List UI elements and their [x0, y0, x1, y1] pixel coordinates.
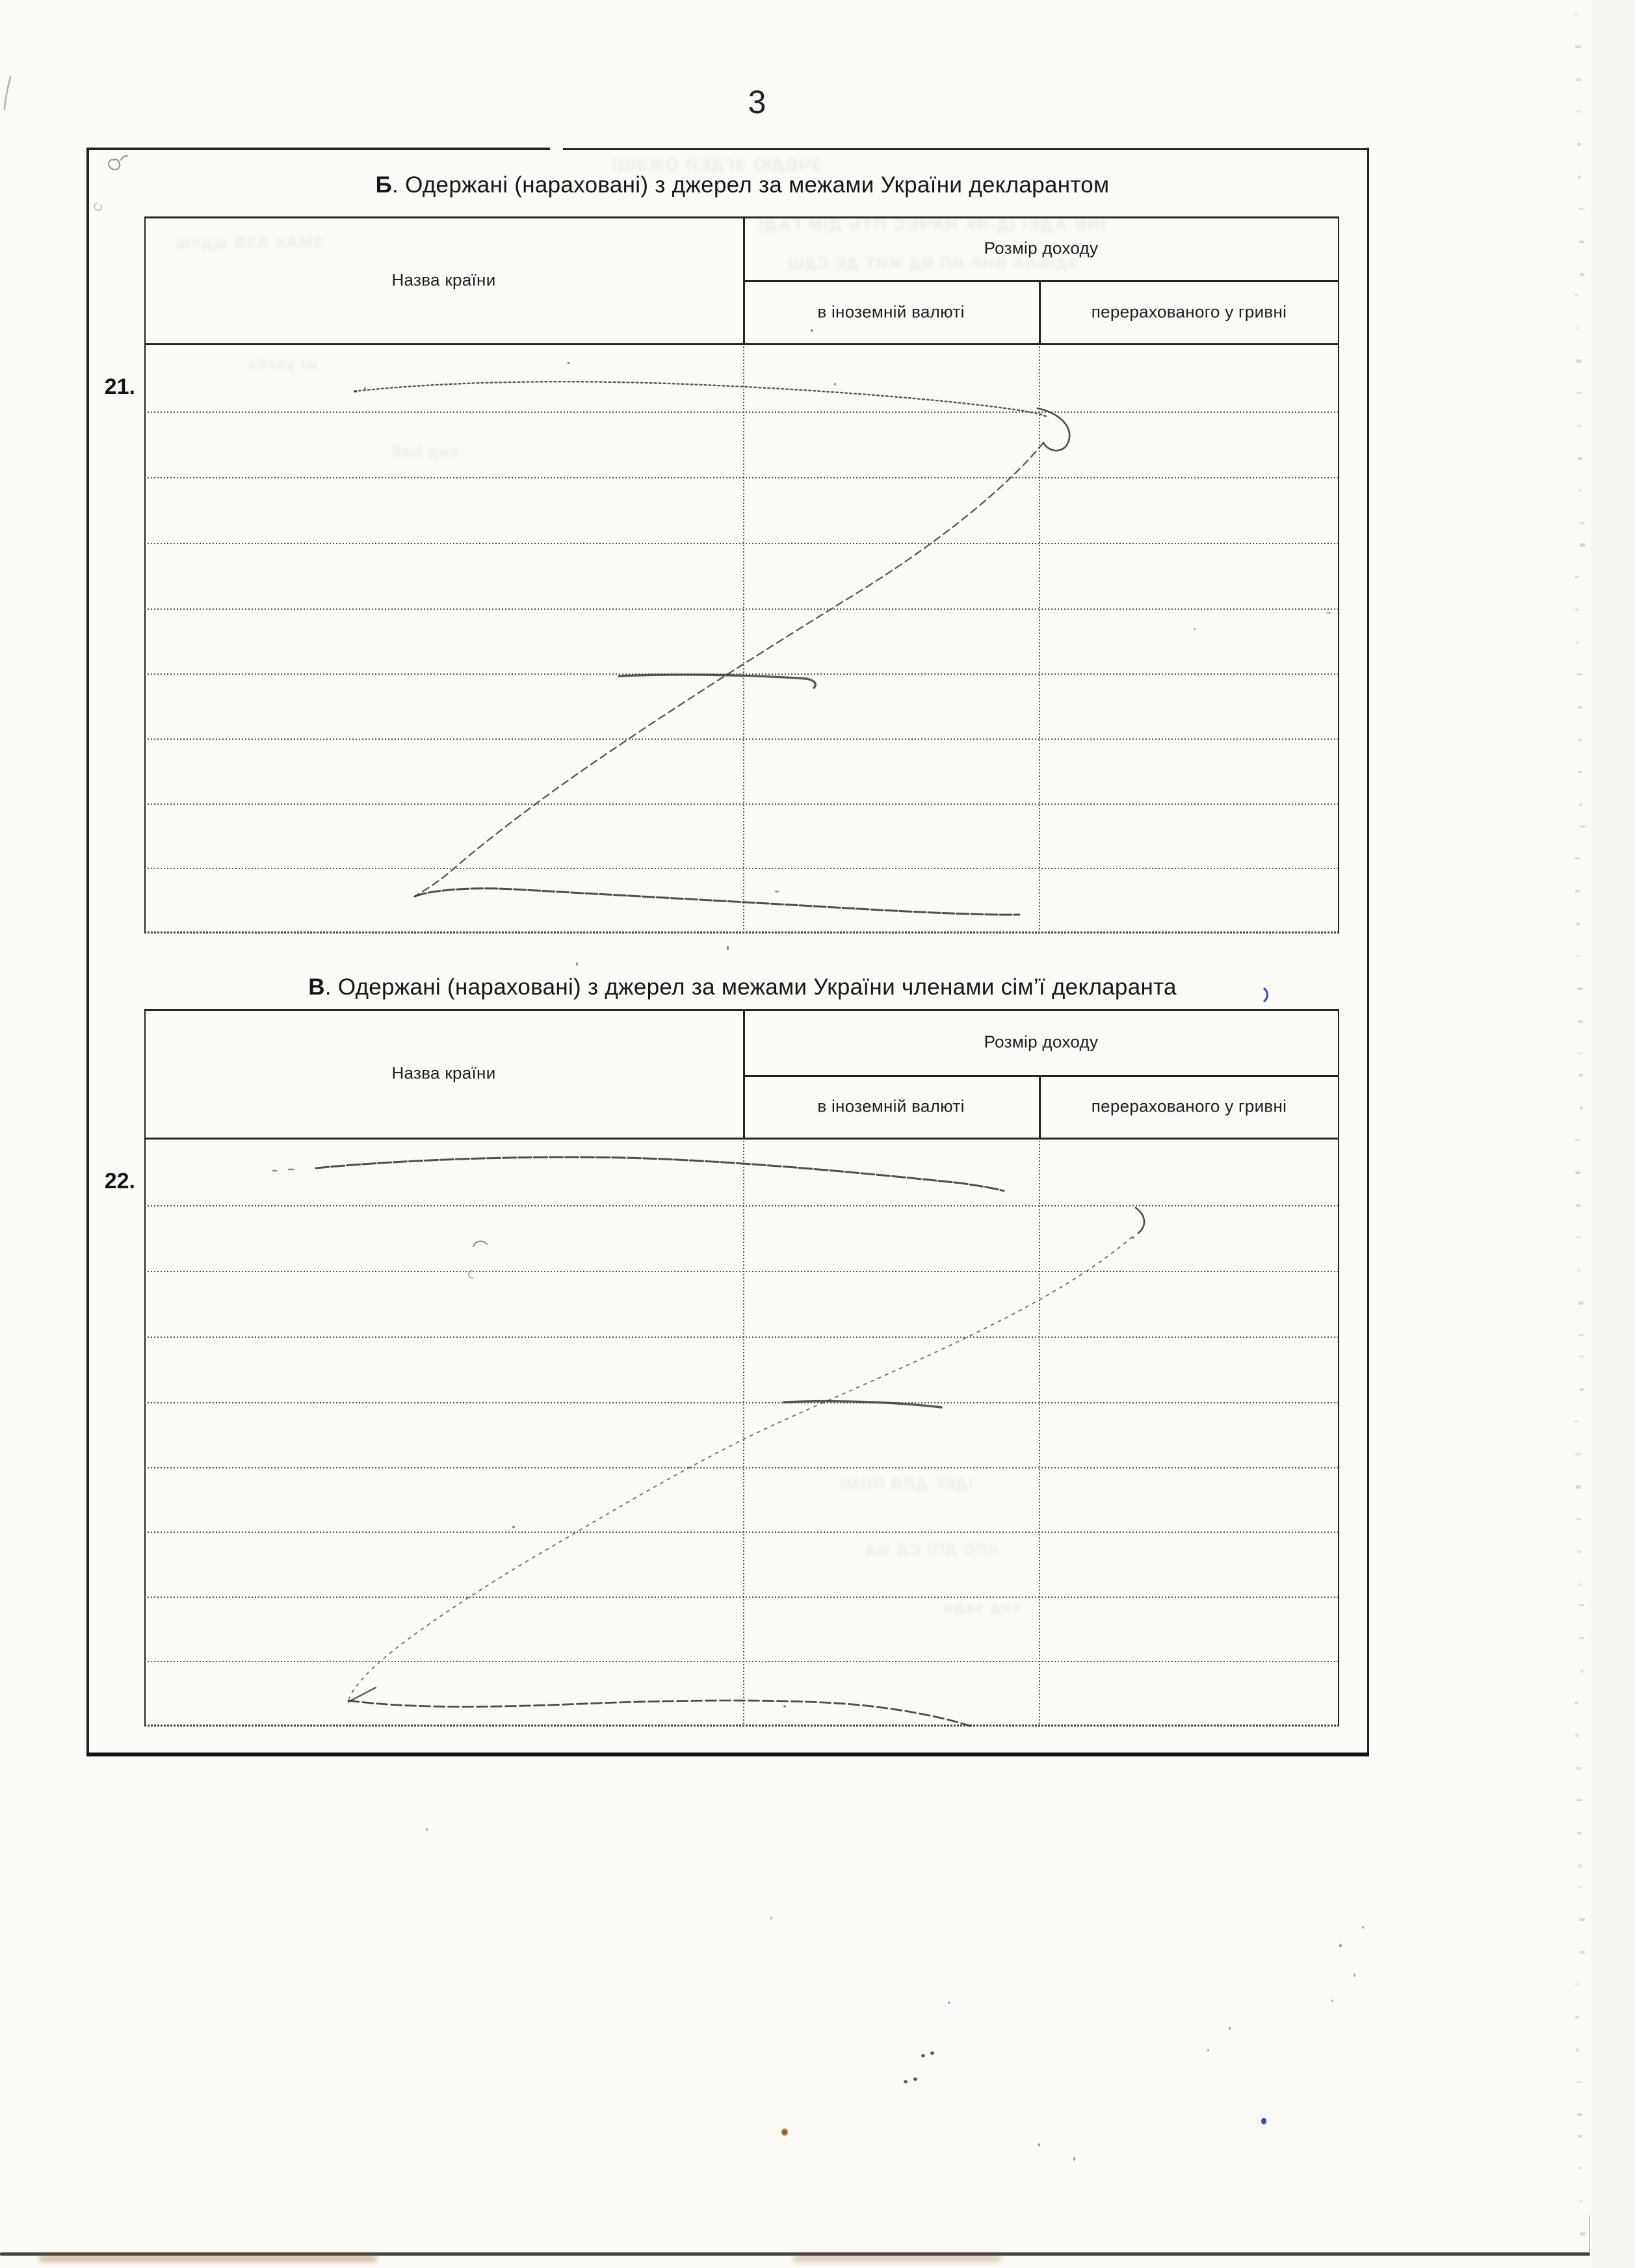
table-b-country-header: Назва країни [391, 270, 496, 289]
scan-edge-artifact [1575, 327, 1578, 330]
scan-edge-artifact [1576, 2081, 1582, 2083]
section-b-title: . Одержані (нараховані) з джерел за межами України декларантом [392, 172, 1110, 198]
table-b-hryvnia-header: перерахованого у гривні [1091, 302, 1287, 321]
scan-edge-artifact [1576, 392, 1582, 394]
table-b-left-edge [144, 216, 146, 933]
table-v-country-divider-body [743, 1138, 744, 1725]
table-b-income-header: Розмір доходу [984, 238, 1099, 258]
scan-edge-artifact [1580, 1106, 1583, 1110]
table-v-row-line-7 [144, 1597, 1339, 1598]
scan-speck [1073, 2157, 1075, 2161]
scan-speck [775, 891, 779, 893]
scan-edge-artifact [1575, 294, 1578, 296]
scan-edge-artifact [1576, 1799, 1582, 1801]
scan-speck [783, 1705, 786, 1708]
scan-speck [354, 390, 357, 393]
table-b-income-divider [743, 280, 1339, 282]
pencil-slash-mark [5, 77, 10, 109]
scan-edge-artifact [1576, 1204, 1580, 1207]
scan-edge-artifact [1575, 1171, 1580, 1174]
table-v-header-bottom [144, 1138, 1339, 1140]
scan-edge-artifact [1579, 1074, 1583, 1076]
table-v-row-line-6 [144, 1532, 1339, 1533]
scan-edge-artifact [1578, 176, 1581, 179]
table-v-bottom-line [144, 1725, 1339, 1727]
scan-speck [567, 362, 570, 364]
pencil-small-mark [94, 203, 101, 210]
bleedthrough-text: амд ЬаЕ [390, 443, 459, 460]
scan-edge-artifact [1577, 143, 1581, 146]
table-v-currency-divider-body [1039, 1138, 1040, 1725]
scan-speck [811, 329, 813, 332]
orange-ink-dot-center [783, 2131, 786, 2133]
scan-speck [913, 2078, 917, 2081]
table-b-row-line-1 [144, 411, 1339, 413]
scan-edge-artifact [1575, 576, 1579, 578]
table-b-row-line-6 [144, 738, 1339, 740]
orange-ink-dot [781, 2129, 788, 2136]
scan-edge-artifact [1578, 738, 1582, 742]
scan-speck [1194, 628, 1196, 630]
scan-speck [1362, 1926, 1364, 1929]
scan-edge-artifact [1576, 1767, 1582, 1770]
blue-ink-dot [1261, 2118, 1266, 2124]
scan-edge-artifact [1576, 1236, 1580, 1238]
scan-edge-artifact [1578, 1020, 1583, 1023]
page-number: 3 [748, 84, 767, 120]
strike-v-vertex-barb [348, 1688, 376, 1702]
table-b-bottom-line [144, 932, 1339, 933]
scan-edge-artifact [1578, 1583, 1581, 1586]
table-b-row-line-4 [144, 608, 1339, 610]
scan-edge-artifact [1580, 1669, 1584, 1673]
scan-right-margin [1591, 0, 1635, 2268]
table-b-row-line-2 [144, 477, 1339, 478]
scan-edge-artifact [1578, 1334, 1584, 1336]
scan-edge-artifact [1579, 2200, 1582, 2202]
scan-page-corner-edge [1589, 2215, 1590, 2254]
scan-edge-artifact [1578, 2167, 1582, 2169]
strike-v-top-leadin [273, 1169, 293, 1171]
scan-edge-artifact [1578, 1864, 1582, 1868]
scan-edge-artifact [1580, 543, 1585, 547]
scan-edge-artifact [1580, 2232, 1586, 2235]
scan-edge-artifact [1575, 1139, 1580, 1141]
scan-edge-shadow [793, 2256, 1001, 2261]
scan-edge-artifact [1577, 706, 1582, 709]
strike-b-loop [1038, 408, 1069, 450]
scan-edge-artifact [1578, 1301, 1584, 1305]
table-b-header-top [144, 216, 1339, 218]
table-b-right-edge [1338, 216, 1339, 933]
bleedthrough-text: ЗДІБЛА ВИР ЯП ВД ЖИТ ДЕ СДЩ [787, 255, 1079, 272]
blue-ink-speck [948, 2001, 950, 2004]
pen-paren-dot [1132, 1236, 1134, 1238]
strike-b-diagonal [415, 443, 1043, 896]
bleedthrough-text: ЗЧВДЮ ЗГДЕЙ ОЖЗЩІ [611, 155, 822, 174]
scan-edge-artifact [1576, 78, 1581, 81]
scan-edge-artifact [1579, 1918, 1585, 1921]
strike-v-top-stroke [316, 1157, 1004, 1191]
scan-speck [904, 2080, 908, 2083]
table-v-country-divider-header [743, 1009, 745, 1138]
table-b-header-bottom [144, 343, 1339, 345]
scan-edge-artifact [1577, 1832, 1582, 1834]
scan-edge-artifact [1577, 1550, 1581, 1553]
scan-edge-artifact [1576, 1518, 1581, 1520]
scan-edge-artifact [1575, 1453, 1581, 1455]
table-b-foreign-currency-header: в іноземній валюті [817, 302, 965, 321]
table-v-right-edge [1338, 1009, 1339, 1726]
table-v-left-edge [144, 1009, 146, 1726]
section-v-letter: В [308, 974, 325, 1000]
table-b-currency-divider-body [1039, 343, 1040, 932]
scan-speck [770, 1916, 772, 1920]
scan-speck [930, 2052, 934, 2055]
pen-tilde-mark [473, 1241, 487, 1246]
scan-edge-artifact [1577, 1269, 1580, 1271]
table-v-hryvnia-header: перерахованого у гривні [1091, 1096, 1287, 1116]
scan-speck [834, 383, 836, 385]
table-b-country-divider-body [743, 343, 744, 932]
scan-edge-artifact [1579, 803, 1582, 806]
table-v-country-header: Назва країни [391, 1063, 496, 1083]
scan-edge-artifact [1577, 2113, 1582, 2116]
outer-box-top-right [563, 148, 1369, 150]
scan-speck [921, 2054, 925, 2057]
outer-box-top-left [86, 148, 550, 150]
row-number-21: 21. [104, 374, 135, 399]
scan-speck [426, 1828, 428, 1831]
scan-speck [1354, 1974, 1355, 1977]
table-v-row-line-8 [144, 1661, 1339, 1662]
scan-edge-artifact [1579, 1355, 1584, 1358]
pencil-squiggle-mark [109, 156, 127, 170]
scan-edge-artifact [1577, 987, 1583, 990]
scan-edge-artifact [1578, 2135, 1582, 2138]
scan-edge-artifact [1575, 890, 1580, 893]
scan-edge-artifact [1578, 1052, 1583, 1054]
scan-edge-artifact [1576, 359, 1582, 363]
table-v-header-top [144, 1009, 1339, 1011]
table-v-income-header: Розмір доходу [984, 1032, 1099, 1052]
scan-speck [576, 962, 578, 966]
table-v-foreign-currency-header: в іноземній валюті [817, 1096, 965, 1116]
outer-box-right [1367, 148, 1369, 1756]
scan-edge-artifact [1575, 608, 1579, 611]
section-b-heading [144, 172, 1341, 198]
scan-edge-artifact [1578, 489, 1582, 491]
scan-edge-artifact [1579, 1637, 1584, 1639]
scan-edge-artifact [1576, 955, 1580, 957]
scan-edge-artifact [1575, 2016, 1579, 2018]
scan-edge-artifact [1575, 1734, 1578, 1737]
strike-b-stray-dash [619, 675, 815, 688]
outer-box-bottom [86, 1753, 1369, 1756]
scan-edge-artifact [1576, 1485, 1581, 1489]
scan-edge-artifact [1580, 1951, 1585, 1954]
scan-speck [1331, 2000, 1333, 2002]
scan-edge-artifact [1575, 1983, 1579, 1985]
scan-edge-artifact [1578, 208, 1584, 210]
table-v-row-line-5 [144, 1467, 1339, 1468]
table-b-row-line-7 [144, 803, 1339, 805]
scan-edge-artifact [1577, 424, 1582, 427]
scan-edge-artifact [1580, 273, 1584, 276]
table-v-row-line-2 [144, 1271, 1339, 1272]
scan-speck [1207, 2049, 1209, 2052]
table-b-row-line-3 [144, 543, 1339, 544]
scan-edge-artifact [1580, 825, 1586, 828]
scan-speck [1339, 1944, 1342, 1948]
scan-edge-artifact [1576, 922, 1580, 926]
scan-edge-artifact [1575, 13, 1578, 15]
scan-edge-artifact [1579, 522, 1585, 525]
scan-edge-shadow [39, 2256, 377, 2261]
scan-edge-artifact [1575, 857, 1580, 859]
row-number-22: 22. [104, 1169, 135, 1193]
scan-edge-artifact [1578, 771, 1582, 773]
scan-edge-artifact [1576, 2048, 1579, 2052]
bleedthrough-text: ЗМАл АЗВ щдлщ [176, 234, 324, 252]
scan-edge-artifact [1580, 1388, 1584, 1391]
scan-edge-artifact [1578, 1886, 1582, 1888]
scan-edge-artifact [1575, 46, 1581, 48]
bleedthrough-text: мі улсба [247, 356, 317, 372]
bleedthrough-text: ІДЕГ ДЛЯ ПОМІ [839, 1476, 973, 1493]
scan-speck [512, 1526, 515, 1528]
scan-edge-artifact [1579, 241, 1584, 243]
scan-speck [1326, 612, 1331, 614]
table-b-row-line-8 [144, 868, 1339, 869]
bleedthrough-text: лПС ДПІ СД шд [865, 1541, 999, 1558]
bleedthrough-text: ЇНВ АДЕІ ІД-ЯК НАЧЄС ПТЬ ДІМ ГАДІ [757, 215, 1106, 234]
scan-speck [727, 946, 729, 950]
table-v-row-line-4 [144, 1402, 1339, 1403]
scan-edge-artifact [1576, 641, 1579, 644]
table-v-row-line-3 [144, 1336, 1339, 1338]
section-b-letter: Б [375, 172, 393, 198]
scan-speck [364, 387, 366, 389]
table-v-income-divider [743, 1075, 1339, 1077]
scan-speck [1038, 2143, 1040, 2146]
table-b-row-line-5 [144, 673, 1339, 675]
scan-edge-artifact [1578, 1604, 1584, 1606]
table-b-currency-divider-header [1039, 280, 1041, 343]
strike-v-bottom-stroke [348, 1701, 970, 1726]
strike-b-bottom-stroke [415, 889, 1019, 915]
bleedthrough-text: тнд задв [943, 1599, 1021, 1617]
scan-edge-artifact [1575, 1420, 1578, 1422]
scan-edge-artifact [1578, 457, 1582, 460]
table-v-currency-divider-header [1039, 1075, 1041, 1138]
scan-edge-artifact [1575, 1702, 1578, 1704]
pen-paren-mark [1136, 1208, 1144, 1233]
scan-edge-artifact [1576, 111, 1581, 112]
section-v-title: . Одержані (нараховані) з джерел за межами України членами сім’ї декларанта [324, 974, 1177, 1000]
scan-edge-artifact [1576, 673, 1582, 675]
scan-speck [1229, 2027, 1231, 2030]
table-v-row-line-1 [144, 1205, 1339, 1206]
section-v-heading [144, 974, 1341, 1000]
table-b-country-divider-header [743, 216, 745, 343]
